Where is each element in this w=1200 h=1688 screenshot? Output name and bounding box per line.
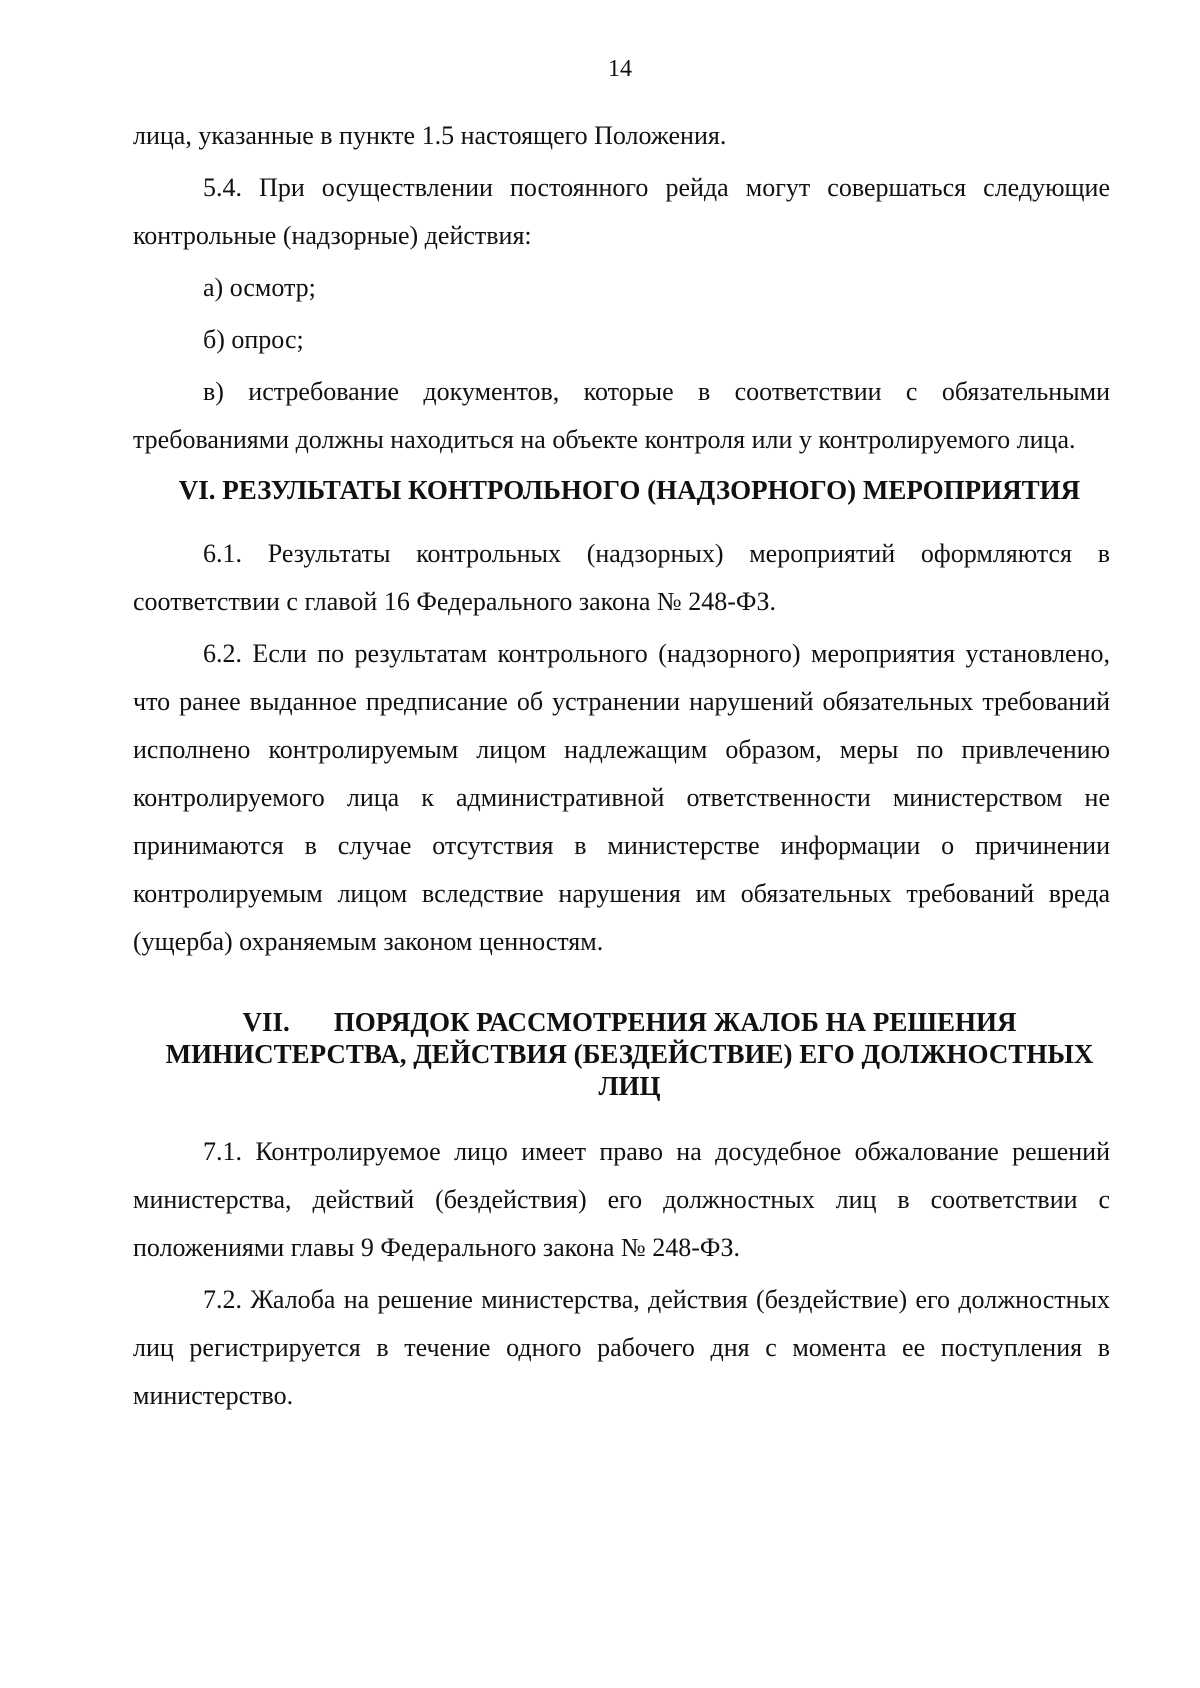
paragraph-7-2: 7.2. Жалоба на решение министерства, действия (бездействие) его должностных лиц регистрируется в течение одного рабочего дня с момента ее поступления в министерство. bbox=[133, 1285, 1110, 1410]
list-item-b: б) опрос; bbox=[203, 325, 304, 354]
paragraph-6-1: 6.1. Результаты контрольных (надзорных) мероприятий оформляются в соответствии с главой 16 Федерального закона № 248-ФЗ. bbox=[133, 539, 1110, 616]
section-7-title: ПОРЯДОК РАССМОТРЕНИЯ ЖАЛОБ НА РЕШЕНИЯ МИНИСТЕРСТВА, ДЕЙСТВИЯ (БЕЗДЕЙСТВИЕ) ЕГО ДОЛЖНОСТНЫХ ЛИЦ bbox=[165, 1007, 1094, 1101]
section-6-heading: VI. РЕЗУЛЬТАТЫ КОНТРОЛЬНОГО (НАДЗОРНОГО) МЕРОПРИЯТИЯ bbox=[178, 475, 1081, 505]
list-item-a: а) осмотр; bbox=[203, 273, 316, 302]
paragraph-6-2: 6.2. Если по результатам контрольного (надзорного) мероприятия установлено, что ранее выданное предписание об устранении нарушений обязательных требований исполнено контролируемым лицом надлежащим образом, меры по привлечению контролируемого лица к административной ответственности министерством не принимаются в случае отсутствия в министерстве информации о причинении контролируемым лицом вследствие нарушения им обязательных требований вреда (ущерба) охраняемым законом ценностям. bbox=[133, 639, 1110, 956]
section-7-heading bbox=[133, 1006, 1110, 1102]
paragraph-7-1: 7.1. Контролируемое лицо имеет право на досудебное обжалование решений министерства, действий (бездействия) его должностных лиц в соответствии с положениями главы 9 Федерального закона № 248-ФЗ. bbox=[133, 1137, 1110, 1262]
paragraph-intro: лица, указанные в пункте 1.5 настоящего Положения. bbox=[133, 121, 727, 150]
section-7-number: VII. bbox=[242, 1007, 290, 1037]
list-item-v: в) истребование документов, которые в соответствии с обязательными требованиями должны находиться на объекте контроля или у контролируемого лица. bbox=[133, 377, 1110, 454]
document-body bbox=[133, 110, 1110, 1420]
paragraph-5-4: 5.4. При осуществлении постоянного рейда могут совершаться следующие контрольные (надзорные) действия: bbox=[133, 173, 1110, 250]
page-number: 14 bbox=[608, 56, 632, 82]
